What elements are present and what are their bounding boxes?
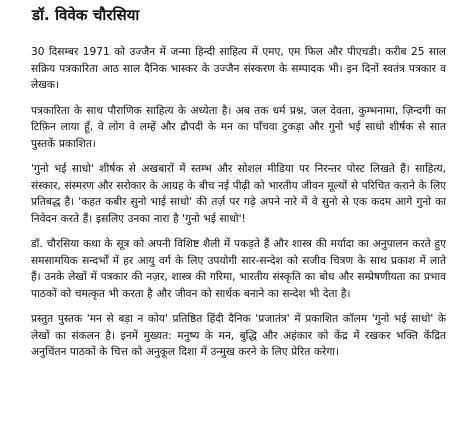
paragraph-biography: 30 दिसम्बर 1971 को उज्जैन में जन्मा हिन्दी साहित्य में एमए, एम फिल और पीएचडी। करीब 25 साल सक्रिय पत्रकारिता आठ साल दैनिक भास्कर के उज्जैन संस्करण के सम्पादक भी। इन दिनों स्वतंत्र पत्रकार व लेखक।: [31, 46, 446, 91]
paragraph-book-intro: प्रस्तुत पुस्तक 'मन से बड़ा न कोय' प्रतिष्ठित हिंदी दैनिक 'प्रजातंत्र' में प्रकाशित कॉलम 'गुनो भई साधो' के लेखों का संकलन है। इनमें मुख्यत: मनुष्य के मन, बुद्धि और अहंकार को केंद्र में रखकर भक्ति केंद्रित अनुचिंतन पाठकों के चित्त को अनुकूल दिशा में उन्मुख करने के लिए प्रेरित करेगा।: [31, 313, 446, 358]
paragraph-column: 'गुनो भई साधो' शीर्षक से अखबारों में स्तम्भ और सोशल मीडिया पर निरन्तर पोस्ट लिखते हैं। साहित्य, संस्कार, संस्मरण और सरोकार के आग्रह के बीच नई पीढ़ी को भारतीय जीवन मूल्यों से परिचित कराने के लिए प्रतिबद्ध है। 'कहत कबीर सुनो भाई साधो' की तर्ज़ पर गढ़े अपने नारे में वे सुनो से एक कदम आगे गुनो का निवेदन करते हैं। इसलिए उनका नारा है 'गुनो भई साधो'!: [31, 163, 446, 225]
author-name-heading: डॉ. विवेक चौरसिया: [32, 6, 140, 24]
paragraph-style: डॉ. चौरसिया कथा के सूत्र को अपनी विशिष्ट शैली में पकड़ते हैं और शास्त्र की मर्यादा का अनुपालन करते हुए समसामयिक सन्दर्भों में हर आयु वर्ग के लिए उपयोगी सार-सन्देश को सजीव चित्रण के साथ प्रकाश में लाते हैं। उनके लेखों में पत्रकार की नज़र, शास्त्र की गरिमा, भारतीय संस्कृति का बोध और सम्प्रेषणीयता का प्रभाव पाठकों को चमत्कृत भी करता है और जीवन को सार्थक बनाने का सन्देश भी देता है।: [31, 238, 446, 300]
paragraph-books: पत्रकारिता के साथ पौराणिक साहित्य के अध्येता है। अब तक धर्म प्रश्न, जल देवता, कुम्भनामा, ज़िन्दगी का टिफ़िन लाया हूँ, वे लोग वे लम्हें और द्रौपदी के मन का पाँचवा टुकड़ा और गुनो भई साधो शीर्षक से सात पुस्तकें प्रकाशित।: [31, 104, 446, 150]
